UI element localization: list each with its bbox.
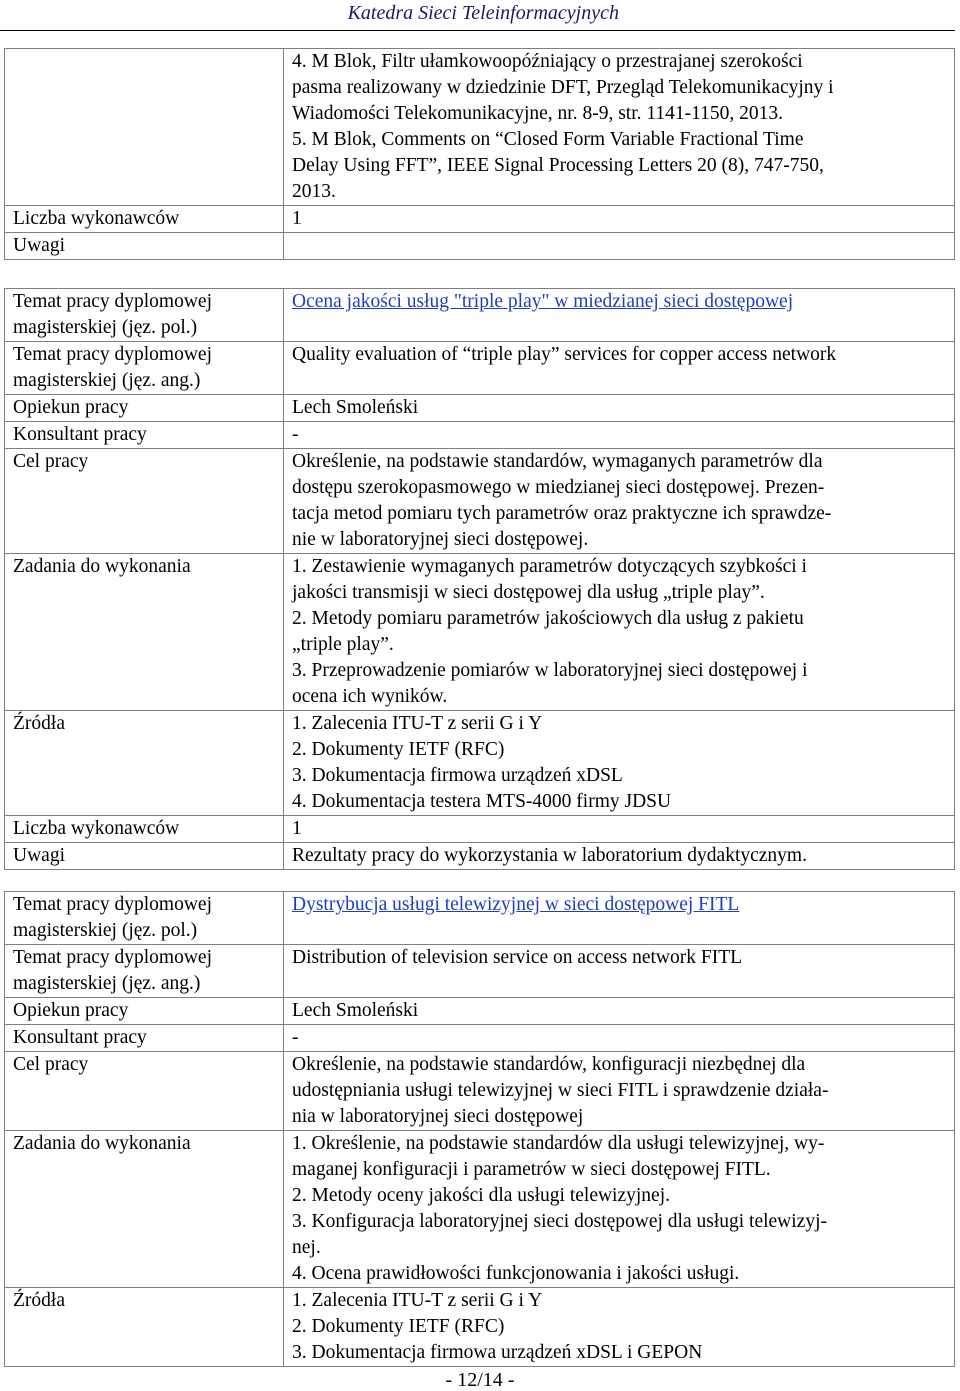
task-line: 2. Metody oceny jakości dla usługi telewizyjnej. — [292, 1185, 670, 1206]
goal-line: dostępu szerokopasmowego w miedzianej sieci dostępowej. Prezen- — [292, 477, 825, 498]
goal-line: Określenie, na podstawie standardów, wymaganych parametrów dla — [292, 451, 823, 472]
source-item: 4. M Blok, Filtr ułamkowoopóźniający o przestrajanej szerokości — [292, 51, 803, 72]
goal-line: nie w laboratoryjnej sieci dostępowej. — [292, 529, 589, 550]
source-item: pasma realizowany w dziedzinie DFT, Przegląd Telekomunikacyjny i — [292, 77, 834, 98]
sources-value — [284, 1288, 955, 1367]
source-item: 1. Zalecenia ITU-T z serii G i Y — [292, 1290, 543, 1311]
task-line: nej. — [292, 1237, 321, 1258]
supervisor-label: Opiekun pracy — [5, 395, 284, 422]
source-item: 2. Dokumenty IETF (RFC) — [292, 1316, 505, 1337]
title-en-label — [5, 945, 284, 998]
topic-card-previous — [4, 48, 955, 260]
task-line: 4. Ocena prawidłowości funkcjonowania i jakości usługi. — [292, 1263, 740, 1284]
sources-label: Źródła — [5, 1288, 284, 1367]
title-pl-row — [5, 289, 955, 342]
title-pl-label-line: magisterskiej (jęz. pol.) — [13, 920, 198, 941]
title-en-label-line: Temat pracy dyplomowej — [13, 947, 212, 968]
title-en-label-line: magisterskiej (jęz. ang.) — [13, 370, 201, 391]
notes-row — [5, 843, 955, 870]
consultant-value: - — [284, 422, 955, 449]
goal-value — [284, 449, 955, 554]
consultant-row — [5, 422, 955, 449]
sources-label-cell — [5, 49, 284, 206]
goal-line: Określenie, na podstawie standardów, konfiguracji niezbędnej dla — [292, 1054, 806, 1075]
sources-value — [284, 711, 955, 816]
title-en-value: Distribution of television service on access network FITL — [284, 945, 955, 998]
notes-label: Uwagi — [5, 843, 284, 870]
supervisor-label: Opiekun pracy — [5, 998, 284, 1025]
supervisor-value: Lech Smoleński — [284, 998, 955, 1025]
consultant-row — [5, 1025, 955, 1052]
count-value: 1 — [284, 816, 955, 843]
count-label: Liczba wykonawców — [5, 816, 284, 843]
tasks-label: Zadania do wykonania — [5, 1131, 284, 1288]
task-line: 1. Określenie, na podstawie standardów dla usługi telewizyjnej, wy- — [292, 1133, 825, 1154]
department-title: Katedra Sieci Teleinformacyjnych — [347, 2, 619, 24]
tasks-row — [5, 554, 955, 711]
source-item: 3. Dokumentacja firmowa urządzeń xDSL i GEPON — [292, 1342, 703, 1363]
goal-value — [284, 1052, 955, 1131]
running-header — [0, 0, 955, 31]
title-en-label — [5, 342, 284, 395]
notes-value — [284, 233, 955, 260]
title-en-value: Quality evaluation of “triple play” services for copper access network — [284, 342, 955, 395]
source-item: Delay Using FFT”, IEEE Signal Processing Letters 20 (8), 747-750, — [292, 155, 824, 176]
count-row — [5, 816, 955, 843]
sources-row — [5, 711, 955, 816]
goal-line: udostępniania usługi telewizyjnej w sieci FITL i sprawdzenie działa- — [292, 1080, 829, 1101]
count-label: Liczba wykonawców — [5, 206, 284, 233]
task-line: 3. Konfiguracja laboratoryjnej sieci dostępowej dla usługi telewizyj- — [292, 1211, 828, 1232]
topic-card-1 — [4, 288, 955, 870]
source-item: 1. Zalecenia ITU-T z serii G i Y — [292, 713, 543, 734]
consultant-label: Konsultant pracy — [5, 422, 284, 449]
source-item: 2013. — [292, 181, 336, 202]
consultant-value: - — [284, 1025, 955, 1052]
title-pl-label-line: magisterskiej (jęz. pol.) — [13, 317, 198, 338]
title-pl-link[interactable]: Ocena jakości usług "triple play" w miedzianej sieci dostępowej — [292, 291, 794, 312]
supervisor-value: Lech Smoleński — [284, 395, 955, 422]
goal-line: tacja metod pomiaru tych parametrów oraz praktyczne ich sprawdze- — [292, 503, 832, 524]
page-number: - 12/14 - — [445, 1369, 515, 1391]
topic-card-2 — [4, 891, 955, 1367]
title-pl-value — [284, 892, 955, 945]
source-item: Wiadomości Telekomunikacyjne, nr. 8-9, str. 1141-1150, 2013. — [292, 103, 784, 124]
count-row — [5, 206, 955, 233]
notes-label: Uwagi — [5, 233, 284, 260]
sources-label: Źródła — [5, 711, 284, 816]
title-en-label-line: Temat pracy dyplomowej — [13, 344, 212, 365]
count-value: 1 — [284, 206, 955, 233]
supervisor-row — [5, 395, 955, 422]
supervisor-row — [5, 998, 955, 1025]
title-en-label-line: magisterskiej (jęz. ang.) — [13, 973, 201, 994]
consultant-label: Konsultant pracy — [5, 1025, 284, 1052]
title-pl-label-line: Temat pracy dyplomowej — [13, 291, 212, 312]
sources-continued-cell — [284, 49, 955, 206]
goal-row — [5, 449, 955, 554]
tasks-value — [284, 554, 955, 711]
title-en-row — [5, 342, 955, 395]
task-line: jakości transmisji w sieci dostępowej dla usług „triple play”. — [292, 582, 765, 603]
title-en-row — [5, 945, 955, 998]
title-pl-row — [5, 892, 955, 945]
goal-label: Cel pracy — [5, 449, 284, 554]
task-line: „triple play”. — [292, 634, 394, 655]
sources-row — [5, 1288, 955, 1367]
task-line: 2. Metody pomiaru parametrów jakościowych dla usług z pakietu — [292, 608, 804, 629]
tasks-row — [5, 1131, 955, 1288]
title-pl-label — [5, 892, 284, 945]
task-line: maganej konfiguracji i parametrów w sieci dostępowej FITL. — [292, 1159, 771, 1180]
source-item: 4. Dokumentacja testera MTS-4000 firmy JDSU — [292, 791, 672, 812]
tasks-label: Zadania do wykonania — [5, 554, 284, 711]
notes-value: Rezultaty pracy do wykorzystania w laboratorium dydaktycznym. — [284, 843, 955, 870]
goal-row — [5, 1052, 955, 1131]
title-pl-label-line: Temat pracy dyplomowej — [13, 894, 212, 915]
tasks-value — [284, 1131, 955, 1288]
notes-row — [5, 233, 955, 260]
source-item: 3. Dokumentacja firmowa urządzeń xDSL — [292, 765, 623, 786]
source-item: 2. Dokumenty IETF (RFC) — [292, 739, 505, 760]
task-line: ocena ich wyników. — [292, 686, 448, 707]
title-pl-value — [284, 289, 955, 342]
title-pl-link[interactable]: Dystrybucja usługi telewizyjnej w sieci dostępowej FITL — [292, 894, 740, 915]
title-pl-label — [5, 289, 284, 342]
goal-label: Cel pracy — [5, 1052, 284, 1131]
source-item: 5. M Blok, Comments on “Closed Form Variable Fractional Time — [292, 129, 804, 150]
goal-line: nia w laboratoryjnej sieci dostępowej — [292, 1106, 584, 1127]
task-line: 3. Przeprowadzenie pomiarów w laboratoryjnej sieci dostępowej i — [292, 660, 808, 681]
task-line: 1. Zestawienie wymaganych parametrów dotyczących szybkości i — [292, 556, 807, 577]
sources-row — [5, 49, 955, 206]
